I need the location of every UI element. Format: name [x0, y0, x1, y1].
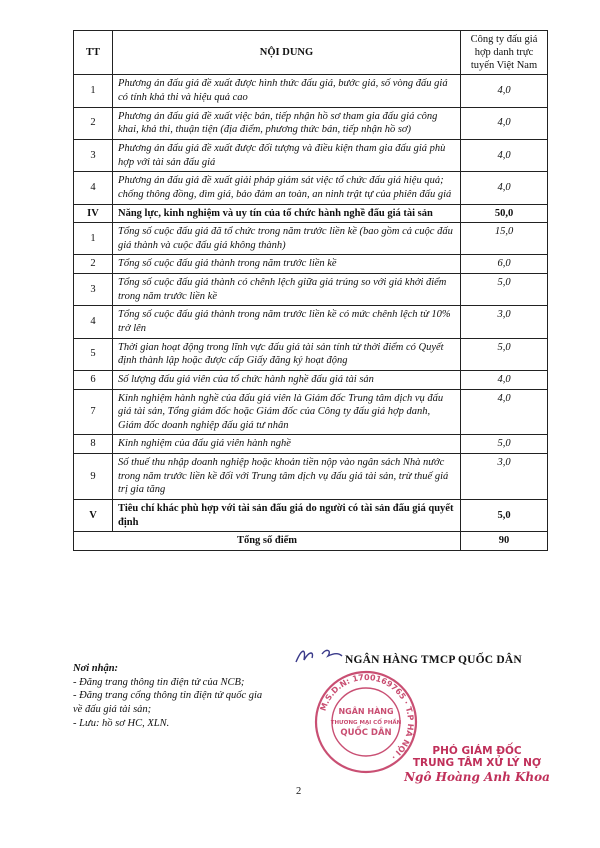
- row-score: 15,0: [461, 223, 548, 255]
- recipient-line: - Đăng trang cổng thông tin điện tử quốc gia về đấu giá tài sản;: [73, 690, 263, 715]
- row-score: 90: [461, 532, 548, 551]
- row-number: 8: [74, 435, 113, 454]
- row-content: Thời gian hoạt động trong lĩnh vực đấu giá tài sản tính từ thời điểm có Quyết định thành lập hoặc được cấp Giấy đăng ký hoạt động: [113, 338, 461, 370]
- header-tt: TT: [74, 31, 113, 75]
- signature-block: [392, 745, 562, 784]
- table-row: [74, 338, 548, 370]
- table-row: [74, 172, 548, 204]
- table-row: [74, 107, 548, 139]
- handwritten-initials: [292, 644, 352, 666]
- row-number: 7: [74, 389, 113, 435]
- table-row: [74, 454, 548, 500]
- header-content: NỘI DUNG: [113, 31, 461, 75]
- section-row: [74, 500, 548, 532]
- row-content: Tổng số cuộc đấu giá thành trong năm trước liền kề có mức chênh lệch từ 10% trở lên: [113, 306, 461, 338]
- table-row: [74, 223, 548, 255]
- page-number: 2: [296, 786, 302, 797]
- row-score: 4,0: [461, 389, 548, 435]
- row-content: Số lượng đấu giá viên của tổ chức hành nghề đấu giá tài sản: [113, 370, 461, 389]
- row-number: 4: [74, 172, 113, 204]
- scoring-table: [73, 30, 548, 551]
- row-content: Kinh nghiệm hành nghề của đấu giá viên là Giám đốc Trung tâm dịch vụ đấu giá tài sản, Tổng giám đốc hoặc Giám đốc của Công ty đấu giá hợp danh, Giám đốc doanh nghiệp đấu giá tư nhân: [113, 389, 461, 435]
- row-score: 3,0: [461, 306, 548, 338]
- table-row: [74, 370, 548, 389]
- row-content: Tổng số cuộc đấu giá đã tổ chức trong năm trước liền kề (bao gồm cả cuộc đấu giá thành và cuộc đấu giá không thành): [113, 223, 461, 255]
- table-row: [74, 255, 548, 274]
- row-content: Kinh nghiệm của đấu giá viên hành nghề: [113, 435, 461, 454]
- row-score: 5,0: [461, 435, 548, 454]
- row-number: 3: [74, 274, 113, 306]
- table-row: [74, 75, 548, 107]
- table-row: [74, 139, 548, 171]
- row-content: Phương án đấu giá đề xuất việc bán, tiếp nhận hồ sơ tham gia đấu giá công khai, khả thi, thuận tiện (địa điểm, phương thức bán, tiếp nhận hồ sơ): [113, 107, 461, 139]
- total-row: [74, 532, 548, 551]
- row-score: 5,0: [461, 274, 548, 306]
- row-score: 5,0: [461, 500, 548, 532]
- signer-title-1: PHÓ GIÁM ĐỐC: [432, 745, 522, 757]
- row-content: Năng lực, kinh nghiệm và uy tín của tổ chức hành nghề đấu giá tài sản: [113, 204, 461, 223]
- bank-name: NGÂN HÀNG TMCP QUỐC DÂN: [345, 654, 522, 666]
- table-header-row: [74, 31, 548, 75]
- row-score: 50,0: [461, 204, 548, 223]
- table-row: [74, 435, 548, 454]
- row-score: 4,0: [461, 75, 548, 107]
- row-content: Tiêu chí khác phù hợp với tài sản đấu giá do người có tài sản đấu giá quyết định: [113, 500, 461, 532]
- row-content: Số thuế thu nhập doanh nghiệp hoặc khoản tiền nộp vào ngân sách Nhà nước trong năm trước liền kề đối với Trung tâm dịch vụ đấu giá tài sản, trừ thuế giá trị gia tăng: [113, 454, 461, 500]
- table-row: [74, 274, 548, 306]
- row-score: 4,0: [461, 370, 548, 389]
- svg-text:THƯƠNG MẠI CỔ PHẦN: THƯƠNG MẠI CỔ PHẦN: [330, 720, 402, 726]
- svg-text:M.S.D.N: 1700169765 · T.P HÀ N: M.S.D.N: 1700169765 · T.P HÀ NỘI ·: [318, 672, 416, 762]
- svg-text:NGÂN HÀNG: NGÂN HÀNG: [338, 707, 394, 716]
- row-content: Phương án đấu giá đề xuất được đối tượng và điều kiện tham gia đấu giá phù hợp với tài sản đấu giá: [113, 139, 461, 171]
- row-score: 5,0: [461, 338, 548, 370]
- recipient-line: - Lưu: hồ sơ HC, XLN.: [73, 717, 170, 729]
- row-number: IV: [74, 204, 113, 223]
- row-score: 3,0: [461, 454, 548, 500]
- row-number: 6: [74, 370, 113, 389]
- row-number: 2: [74, 255, 113, 274]
- row-score: 4,0: [461, 107, 548, 139]
- table-body: [74, 75, 548, 551]
- recipient-line: - Đăng trang thông tin điện tử của NCB;: [73, 676, 245, 688]
- row-content: Phương án đấu giá đề xuất được hình thức đấu giá, bước giá, số vòng đấu giá có tính khả thi và hiệu quả cao: [113, 75, 461, 107]
- table-row: [74, 389, 548, 435]
- row-number: V: [74, 500, 113, 532]
- row-number: 1: [74, 223, 113, 255]
- row-score: 6,0: [461, 255, 548, 274]
- row-number: 2: [74, 107, 113, 139]
- row-content: Tổng số cuộc đấu giá thành có chênh lệch giữa giá trúng so với giá khởi điểm trong năm trước liền kề: [113, 274, 461, 306]
- row-number: 3: [74, 139, 113, 171]
- header-score: Công ty đấu giá hợp danh trực tuyến Việt Nam: [461, 31, 548, 75]
- section-row: [74, 204, 548, 223]
- row-number: 9: [74, 454, 113, 500]
- row-number: 4: [74, 306, 113, 338]
- row-score: 4,0: [461, 172, 548, 204]
- signer-title-2: TRUNG TÂM XỬ LÝ NỢ: [412, 757, 542, 769]
- svg-text:QUỐC DÂN: QUỐC DÂN: [340, 728, 392, 738]
- recipients-block: [73, 662, 273, 730]
- row-number: 5: [74, 338, 113, 370]
- total-label: Tổng số điểm: [74, 532, 461, 551]
- signer-name: Ngô Hoàng Anh Khoa: [404, 770, 550, 784]
- row-number: 1: [74, 75, 113, 107]
- recipients-title: Nơi nhận:: [73, 663, 119, 674]
- table-row: [74, 306, 548, 338]
- row-score: 4,0: [461, 139, 548, 171]
- row-content: Phương án đấu giá đề xuất giải pháp giám sát việc tổ chức đấu giá hiệu quả; chống thông đồng, dìm giá, bảo đảm an toàn, an ninh trật tự của phiên đấu giá: [113, 172, 461, 204]
- row-content: Tổng số cuộc đấu giá thành trong năm trước liền kề: [113, 255, 461, 274]
